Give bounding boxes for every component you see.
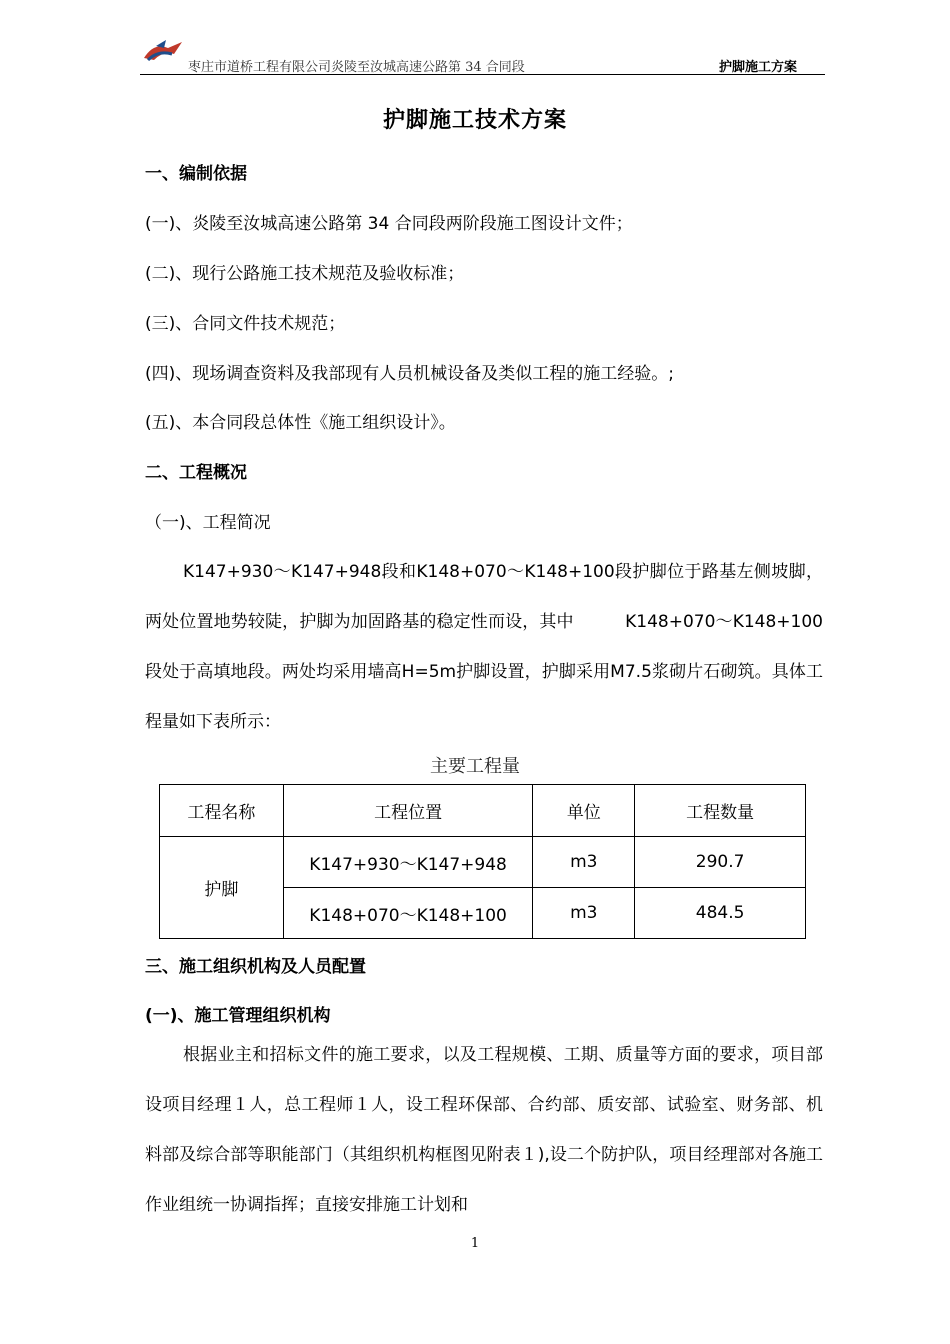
section2-paragraph: K147+930～K147+948段和K148+070～K148+100段护脚位于路基左侧坡脚，两处位置地势较陡，护脚为加固路基的稳定性而设，其中 K148+070～K148+100段处于高填地段。两处均采用墙高H=5m护脚设置，护脚采用M7.5浆砌片石砌筑。具体工程量如下表所示： <box>145 562 823 732</box>
table-header-location: 工程位置 <box>283 785 533 837</box>
section1-item-4: (四)、现场调查资料及我部现有人员机械设备及类似工程的施工经验。; <box>145 364 674 384</box>
section1-item-2: (二)、现行公路施工技术规范及验收标准； <box>145 264 465 284</box>
quantity-table <box>159 784 806 939</box>
table-cell-location: K148+070～K148+100 <box>283 888 533 939</box>
page-number: 1 <box>470 1236 480 1251</box>
table-caption: 主要工程量 <box>430 756 520 777</box>
section1-item-3: (三)、合同文件技术规范； <box>145 314 346 334</box>
page-header <box>140 36 825 75</box>
document-title: 护脚施工技术方案 <box>382 108 567 133</box>
section3-subheading: (一)、施工管理组织机构 <box>145 1006 331 1026</box>
section3-paragraph: 根据业主和招标文件的施工要求，以及工程规模、工期、质量等方面的要求，项目部设项目经理１人，总工程师１人，设工程环保部、合约部、质安部、试验室、财务部、机料部及综合部等职能部门（其组织机构框图见附表１),设二个防护队，项目经理部对各施工作业组统一协调指挥；直接安排施工计划和 <box>145 1045 823 1215</box>
company-logo <box>142 38 186 70</box>
table-header-name: 工程名称 <box>160 785 284 837</box>
table-cell-quantity: 290.7 <box>635 837 806 888</box>
table-header-unit: 单位 <box>533 785 635 837</box>
table-row <box>160 837 806 888</box>
section3-heading: 三、施工组织机构及人员配置 <box>145 957 366 977</box>
table-header-quantity: 工程数量 <box>635 785 806 837</box>
header-doc-name: 护脚施工方案 <box>718 60 797 75</box>
table-cell-quantity: 484.5 <box>635 888 806 939</box>
table-cell-group-name: 护脚 <box>160 837 284 939</box>
section1-item-1: (一)、炎陵至汝城高速公路第 34 合同段两阶段施工图设计文件； <box>145 214 633 234</box>
section2-heading: 二、工程概况 <box>145 463 247 483</box>
table-cell-unit: m3 <box>533 888 635 939</box>
section2-subheading: （一)、工程简况 <box>145 513 271 533</box>
header-company-line: 枣庄市道桥工程有限公司炎陵至汝城高速公路第 34 合同段 <box>188 60 525 75</box>
table-cell-unit: m3 <box>533 837 635 888</box>
table-header-row <box>160 785 806 837</box>
section1-heading: 一、编制依据 <box>145 164 247 184</box>
section1-item-5: (五)、本合同段总体性《施工组织设计》。 <box>145 413 456 433</box>
table-cell-location: K147+930～K147+948 <box>283 837 533 888</box>
